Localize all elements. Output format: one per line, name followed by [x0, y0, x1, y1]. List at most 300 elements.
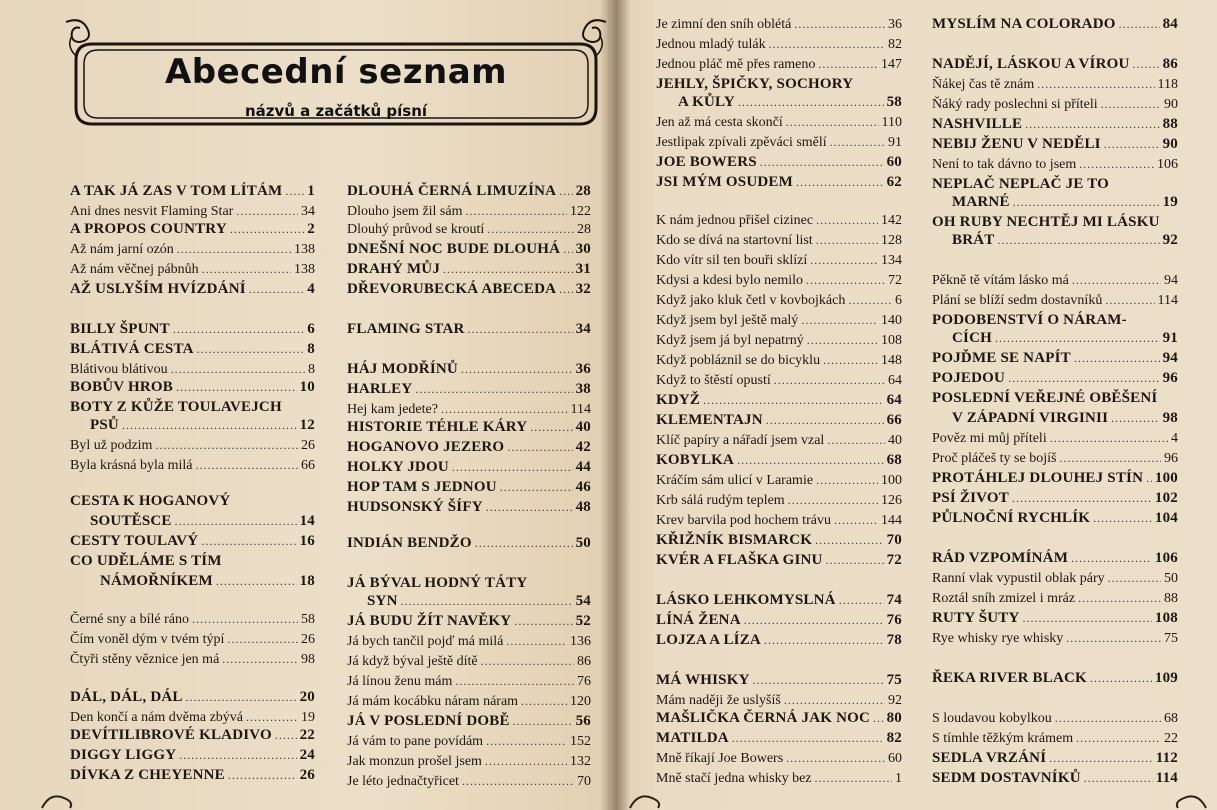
- entry-page-number: 75: [886, 672, 902, 688]
- entry-page-number: 50: [1164, 571, 1178, 586]
- index-entry: [656, 392, 902, 408]
- dot-leader: [807, 332, 878, 348]
- dot-leader: [830, 134, 885, 150]
- entry-page-number: 104: [1154, 510, 1178, 526]
- entry-page-number: 148: [881, 353, 902, 368]
- dot-leader: [285, 183, 304, 199]
- index-entry: [347, 653, 591, 670]
- index-entry: [70, 399, 315, 415]
- entry-page-number: 90: [1162, 136, 1178, 152]
- index-entry: [656, 750, 902, 767]
- index-entry: [932, 16, 1178, 32]
- entry-title: ŘEKA RIVER BLACK: [932, 670, 1087, 686]
- index-entry: [932, 750, 1178, 766]
- entry-title: PROTÁHLEJ DLOUHEJ STÍN: [932, 470, 1144, 486]
- entry-title: HISTORIE TÉHLE KÁRY: [347, 419, 528, 435]
- entry-title: RUTY ŠUTY: [932, 610, 1020, 626]
- index-entry: [656, 332, 902, 349]
- entry-title: JÁ V POSLEDNÍ DOBĚ: [347, 713, 510, 729]
- entry-title: HUDSONSKÝ ŠÍFY: [347, 499, 483, 515]
- dot-leader: [1071, 550, 1152, 566]
- entry-page-number: 76: [577, 674, 591, 689]
- index-column-3: [656, 16, 902, 786]
- entry-page-number: 122: [570, 204, 591, 219]
- entry-page-number: 20: [299, 689, 315, 705]
- index-entry: [932, 194, 1178, 210]
- index-entry: [656, 552, 902, 568]
- index-entry: [932, 610, 1178, 626]
- entry-page-number: 60: [886, 154, 902, 170]
- index-column-4: [932, 16, 1178, 786]
- index-entry: [656, 452, 902, 468]
- dot-leader: [737, 452, 884, 468]
- index-entry: [932, 410, 1178, 426]
- entry-title: SOUTĚSCE: [90, 513, 172, 529]
- dot-leader: [1008, 370, 1160, 386]
- dot-leader: [481, 653, 574, 669]
- entry-page-number: 1: [895, 771, 902, 786]
- entry-title: BILLY ŠPUNT: [70, 321, 170, 337]
- index-entry: [347, 535, 591, 551]
- entry-page-number: 114: [1157, 293, 1178, 308]
- entry-title: MÁ WHISKY: [656, 672, 750, 688]
- index-entry: [70, 281, 315, 297]
- entry-title: Byl už podzim: [70, 438, 153, 453]
- dot-leader: [222, 651, 298, 667]
- entry-title: Kdo vítr sil ten bouři sklízí: [656, 253, 808, 268]
- corner-ornament-icon: [1168, 790, 1208, 810]
- dot-leader: [815, 770, 892, 786]
- dot-leader: [753, 672, 884, 688]
- entry-title: Rye whisky rye whisky: [932, 631, 1064, 646]
- dot-leader: [823, 352, 878, 368]
- entry-title: JÁ BÝVAL HODNÝ TÁTY: [347, 575, 528, 591]
- entry-page-number: 22: [1164, 731, 1178, 746]
- dot-leader: [1076, 730, 1161, 746]
- entry-title: Dlouho jsem žil sám: [347, 204, 463, 219]
- entry-page-number: 82: [888, 37, 902, 52]
- entry-title: V ZÁPADNÍ VIRGINII: [952, 410, 1109, 426]
- index-entry: [70, 183, 315, 199]
- entry-title: PODOBENSTVÍ O NÁRAM-: [932, 312, 1127, 328]
- index-entry: [70, 241, 315, 258]
- entry-page-number: 60: [888, 751, 902, 766]
- entry-title: Den končí a nám dvěma zbývá: [70, 710, 243, 725]
- index-entry: [932, 490, 1178, 506]
- index-entry: [70, 631, 315, 648]
- entry-page-number: 88: [1164, 591, 1178, 606]
- entry-page-number: 8: [307, 341, 315, 357]
- dot-leader: [816, 212, 878, 228]
- index-column-1: [70, 183, 315, 783]
- dot-leader: [559, 281, 572, 297]
- index-entry: [656, 114, 902, 131]
- dot-leader: [507, 439, 572, 455]
- entry-title: Je léto jednačtyřicet: [347, 774, 459, 789]
- index-entry: [347, 221, 591, 238]
- entry-title: NEBIJ ŽENU V NEDĚLI: [932, 136, 1101, 152]
- entry-page-number: 142: [881, 213, 902, 228]
- index-entry: [656, 154, 902, 170]
- index-entry: [656, 272, 902, 289]
- dot-leader: [514, 613, 572, 629]
- dot-leader: [1108, 570, 1161, 586]
- index-entry: [656, 692, 902, 709]
- index-entry: [70, 361, 315, 378]
- entry-page-number: 70: [577, 774, 591, 789]
- dot-leader: [815, 532, 883, 548]
- entry-page-number: 14: [299, 513, 315, 529]
- entry-page-number: 134: [881, 253, 902, 268]
- index-entry: [656, 174, 902, 190]
- entry-title: Je zimní den sníh oblétá: [656, 17, 792, 32]
- entry-page-number: 26: [301, 632, 315, 647]
- dot-leader: [175, 513, 297, 529]
- dot-leader: [816, 232, 878, 248]
- entry-page-number: 132: [570, 754, 591, 769]
- entry-title: Když jsem byl ještě malý: [656, 313, 799, 328]
- entry-page-number: 92: [1162, 232, 1178, 248]
- index-entry: [656, 312, 902, 329]
- entry-page-number: 44: [575, 459, 591, 475]
- entry-title: Není to tak dávno to jsem: [932, 157, 1077, 172]
- entry-title: Roztál sníh zmizel i mráz: [932, 591, 1076, 606]
- entry-page-number: 32: [575, 281, 591, 297]
- index-entry: [347, 459, 591, 475]
- dot-leader: [1111, 410, 1159, 426]
- entry-page-number: 34: [301, 204, 315, 219]
- dot-leader: [760, 154, 884, 170]
- entry-title: SEDM DOSTAVNÍKŮ: [932, 770, 1081, 786]
- entry-title: DLOUHÁ ČERNÁ LIMUZÍNA: [347, 183, 557, 199]
- entry-title: Když pobláznil se do bicyklu: [656, 353, 821, 368]
- entry-title: A TAK JÁ ZAS V TOM LÍTÁM: [70, 183, 283, 199]
- index-entry: [347, 713, 591, 729]
- entry-page-number: 30: [575, 241, 591, 257]
- entry-page-number: 54: [575, 593, 591, 609]
- dot-leader: [227, 631, 298, 647]
- index-entry: [932, 176, 1178, 192]
- entry-page-number: 136: [570, 634, 591, 649]
- entry-title: NASHVILLE: [932, 116, 1023, 132]
- index-entry: [932, 550, 1178, 566]
- entry-page-number: 94: [1164, 273, 1178, 288]
- index-entry: [347, 401, 591, 418]
- index-entry: [932, 510, 1178, 526]
- dot-leader: [744, 612, 884, 628]
- dot-leader: [500, 479, 573, 495]
- entry-title: MARNÉ: [952, 194, 1010, 210]
- entry-title: JSI MÝM OSUDEM: [656, 174, 793, 190]
- index-entry: [656, 672, 902, 688]
- index-entry: [932, 470, 1178, 486]
- entry-title: DIGGY LIGGY: [70, 747, 177, 763]
- dot-leader: [801, 312, 878, 328]
- entry-page-number: 140: [881, 313, 902, 328]
- entry-page-number: 28: [577, 222, 591, 237]
- dot-leader: [275, 727, 297, 743]
- index-entry: [932, 590, 1178, 607]
- entry-title: Já línou ženu mám: [347, 674, 453, 689]
- entry-title: Proč pláčeš ty se bojíš: [932, 451, 1057, 466]
- entry-page-number: 110: [881, 115, 902, 130]
- entry-title: MATILDA: [656, 730, 729, 746]
- index-entry: [932, 730, 1178, 747]
- dot-leader: [818, 56, 878, 72]
- dot-leader: [826, 552, 884, 568]
- entry-title: KŘIŽNÍK BISMARCK: [656, 532, 813, 548]
- entry-page-number: 68: [1164, 711, 1178, 726]
- dot-leader: [796, 174, 884, 190]
- entry-title: NÁMOŘNÍKEM: [100, 573, 213, 589]
- index-entry: [70, 417, 315, 433]
- entry-title: JOE BOWERS: [656, 154, 757, 170]
- dot-leader: [1084, 770, 1153, 786]
- dot-leader: [1133, 56, 1160, 72]
- entry-title: Krb sálá rudým teplem: [656, 493, 785, 508]
- page-subtitle: názvů a začátků písní: [244, 102, 428, 120]
- entry-title: Když jsem já byl nepatrný: [656, 333, 804, 348]
- entry-title: Ňákej čas tě znám: [932, 77, 1035, 92]
- entry-title: Krev barvila pod hochem trávu: [656, 513, 831, 528]
- index-entry: [656, 770, 902, 787]
- dot-leader: [452, 459, 573, 475]
- dot-leader: [192, 611, 298, 627]
- index-entry: [70, 203, 315, 220]
- entry-page-number: 72: [886, 552, 902, 568]
- entry-title: Byla krásná byla milá: [70, 458, 193, 473]
- entry-page-number: 64: [888, 373, 902, 388]
- entry-title: Když jako kluk četl v kovbojkách: [656, 293, 846, 308]
- index-entry: [656, 432, 902, 449]
- entry-page-number: 58: [301, 612, 315, 627]
- dot-leader: [173, 321, 304, 337]
- entry-page-number: 91: [888, 135, 902, 150]
- title-frame: [62, 16, 610, 136]
- entry-title: Jen až má cesta skončí: [656, 115, 783, 130]
- dot-leader: [1055, 710, 1161, 726]
- entry-title: Pověz mi můj příteli: [932, 431, 1047, 446]
- index-entry: [932, 76, 1178, 93]
- index-entry: [347, 381, 591, 397]
- entry-page-number: 86: [577, 654, 591, 669]
- index-entry: [70, 553, 315, 569]
- index-entry: [656, 632, 902, 648]
- entry-title: JÁ BUDU ŽÍT NAVĚKY: [347, 613, 512, 629]
- dot-leader: [171, 361, 305, 377]
- index-entry: [347, 241, 591, 257]
- index-entry: [656, 372, 902, 389]
- dot-leader: [794, 16, 885, 32]
- entry-page-number: 102: [1154, 490, 1178, 506]
- dot-leader: [848, 292, 892, 308]
- index-entry: [70, 437, 315, 454]
- dot-leader: [521, 693, 567, 709]
- index-entry: [932, 370, 1178, 386]
- entry-page-number: 152: [570, 734, 591, 749]
- index-entry: [70, 611, 315, 628]
- dot-leader: [1037, 76, 1154, 92]
- dot-leader: [766, 412, 884, 428]
- index-entry: [932, 450, 1178, 467]
- index-entry: [70, 379, 315, 395]
- index-entry: [656, 352, 902, 369]
- entry-page-number: 2: [307, 221, 315, 237]
- dot-leader: [487, 221, 574, 237]
- entry-title: HOP TAM S JEDNOU: [347, 479, 497, 495]
- entry-title: MAŠLIČKA ČERNÁ JAK NOC: [656, 710, 870, 726]
- index-entry: [347, 773, 591, 790]
- entry-page-number: 19: [1162, 194, 1178, 210]
- entry-title: HARLEY: [347, 381, 413, 397]
- entry-page-number: 6: [307, 321, 315, 337]
- index-entry: [70, 321, 315, 337]
- entry-title: KLEMENTAJN: [656, 412, 763, 428]
- entry-page-number: 98: [1162, 410, 1178, 426]
- entry-page-number: 100: [1154, 470, 1178, 486]
- entry-title: Pěkně tě vítám lásko má: [932, 273, 1069, 288]
- dot-leader: [466, 203, 568, 219]
- entry-title: BOTY Z KŮŽE TOULAVEJCH: [70, 399, 282, 415]
- entry-title: LÍNÁ ŽENA: [656, 612, 741, 628]
- index-entry: [70, 709, 315, 726]
- index-entry: [932, 430, 1178, 447]
- index-entry: [656, 16, 902, 33]
- entry-page-number: 96: [1164, 451, 1178, 466]
- dot-leader: [1093, 510, 1152, 526]
- dot-leader: [1119, 16, 1160, 32]
- dot-leader: [246, 709, 298, 725]
- index-entry: [932, 136, 1178, 152]
- entry-title: DŘEVORUBECKÁ ABECEDA: [347, 281, 557, 297]
- entry-title: MYSLÍM NA COLORADO: [932, 16, 1116, 32]
- entry-page-number: 6: [895, 293, 902, 308]
- entry-title: PSŮ: [90, 417, 119, 433]
- entry-page-number: 16: [299, 533, 315, 549]
- entry-page-number: 126: [881, 493, 902, 508]
- index-entry: [347, 673, 591, 690]
- dot-leader: [995, 330, 1160, 346]
- entry-page-number: 10: [299, 379, 315, 395]
- dot-leader: [1146, 470, 1152, 486]
- entry-title: LOJZA A LÍZA: [656, 632, 761, 648]
- entry-title: Kdysi a kdesi bylo nemilo: [656, 273, 803, 288]
- dot-leader: [810, 252, 878, 268]
- index-entry: [932, 390, 1178, 406]
- dot-leader: [769, 36, 885, 52]
- index-entry: [347, 361, 591, 377]
- entry-page-number: 118: [1157, 77, 1178, 92]
- entry-page-number: 42: [575, 439, 591, 455]
- corner-ornament-icon: [40, 790, 80, 810]
- dot-leader: [202, 261, 291, 277]
- entry-title: Hej kam jedete?: [347, 402, 438, 417]
- entry-title: Jestlipak zpívali zpěváci smělí: [656, 135, 827, 150]
- entry-page-number: 98: [301, 652, 315, 667]
- index-entry: [932, 630, 1178, 647]
- dot-leader: [1105, 292, 1154, 308]
- entry-page-number: 72: [888, 273, 902, 288]
- entry-page-number: 26: [301, 438, 315, 453]
- entry-page-number: 106: [1157, 157, 1178, 172]
- entry-page-number: 34: [575, 321, 591, 337]
- entry-title: SYN: [367, 593, 398, 609]
- entry-page-number: 84: [1162, 16, 1178, 32]
- dot-leader: [513, 713, 573, 729]
- entry-title: NADĚJÍ, LÁSKOU A VÍROU: [932, 56, 1130, 72]
- entry-page-number: 138: [294, 262, 315, 277]
- entry-page-number: 18: [299, 573, 315, 589]
- index-entry: [932, 156, 1178, 173]
- entry-page-number: 58: [886, 94, 902, 110]
- index-entry: [347, 479, 591, 495]
- entry-page-number: 52: [575, 613, 591, 629]
- dot-leader: [873, 710, 884, 726]
- entry-page-number: 36: [888, 17, 902, 32]
- dot-leader: [486, 499, 573, 515]
- entry-title: Jednou pláč mě přes rameno: [656, 57, 816, 72]
- entry-title: CESTY TOULAVÝ: [70, 533, 199, 549]
- index-entry: [656, 56, 902, 73]
- entry-page-number: 64: [886, 392, 902, 408]
- index-entry: [347, 439, 591, 455]
- index-entry: [347, 183, 591, 199]
- entry-page-number: 96: [1162, 370, 1178, 386]
- entry-title: Já bych tančil pojď má milá: [347, 634, 504, 649]
- entry-title: Kráčím sám ulicí v Laramie: [656, 473, 814, 488]
- dot-leader: [155, 437, 298, 453]
- entry-title: KDYŽ: [656, 392, 701, 408]
- dot-leader: [455, 673, 574, 689]
- index-entry: [347, 753, 591, 770]
- dot-leader: [485, 753, 567, 769]
- entry-page-number: 50: [575, 535, 591, 551]
- dot-leader: [1079, 156, 1154, 172]
- entry-title: NEPLAČ NEPLAČ JE TO: [932, 176, 1110, 192]
- entry-page-number: 26: [299, 767, 315, 783]
- index-entry: [70, 261, 315, 278]
- entry-title: BOBŮV HROB: [70, 379, 173, 395]
- entry-page-number: 76: [886, 612, 902, 628]
- index-entry: [656, 252, 902, 269]
- index-entry: [70, 493, 315, 509]
- entry-title: LÁSKO LEHKOMYSLNÁ: [656, 592, 836, 608]
- dot-leader: [816, 472, 878, 488]
- dot-leader: [1074, 350, 1160, 366]
- entry-title: HOGANOVO JEZERO: [347, 439, 505, 455]
- index-entry: [932, 330, 1178, 346]
- entry-page-number: 86: [1162, 56, 1178, 72]
- entry-page-number: 66: [886, 412, 902, 428]
- dot-leader: [827, 432, 885, 448]
- dot-leader: [197, 341, 305, 357]
- entry-page-number: 80: [886, 710, 902, 726]
- dot-leader: [1025, 116, 1159, 132]
- index-entry: [347, 203, 591, 220]
- index-entry: [70, 747, 315, 763]
- index-entry: [70, 457, 315, 474]
- index-entry: [656, 472, 902, 489]
- index-entry: [932, 96, 1178, 113]
- index-entry: [932, 670, 1178, 686]
- dot-leader: [462, 773, 574, 789]
- dot-leader: [834, 512, 878, 528]
- entry-title: Jak monzun prošel jsem: [347, 754, 482, 769]
- entry-title: Klíč papíry a nářadí jsem vzal: [656, 433, 825, 448]
- dot-leader: [228, 767, 297, 783]
- index-entry: [347, 693, 591, 710]
- dot-leader: [1072, 272, 1161, 288]
